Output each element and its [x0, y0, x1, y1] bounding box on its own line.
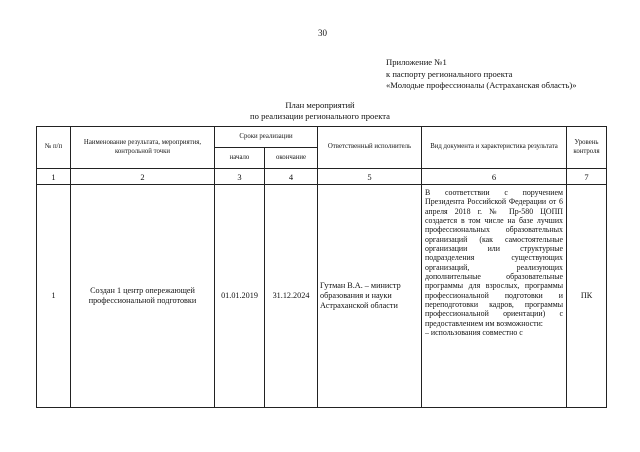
plan-title-line: План мероприятий — [285, 100, 355, 110]
row-responsible: Гутман В.А. – министр образования и науки Астраханской области — [318, 185, 422, 408]
column-number: 6 — [422, 169, 567, 185]
column-number: 1 — [37, 169, 71, 185]
action-plan-table — [36, 126, 607, 408]
row-control-level: ПК — [567, 185, 607, 408]
plan-title — [0, 100, 640, 122]
row-name: Создан 1 центр опережающей профессиональной подготовки — [71, 185, 215, 408]
column-number: 5 — [318, 169, 422, 185]
appendix-line: к паспорту регионального проекта — [386, 68, 513, 79]
header-responsible: Ответственный исполнитель — [318, 127, 422, 169]
header-document: Вид документа и характеристика результата — [422, 127, 567, 169]
row-document — [422, 185, 567, 408]
header-control: Уровень контроля — [567, 127, 607, 169]
row-num: 1 — [37, 185, 71, 408]
appendix-heading — [386, 57, 577, 92]
header-num: № п/п — [37, 127, 71, 169]
table-row — [37, 185, 607, 408]
column-number: 7 — [567, 169, 607, 185]
header-dates-group: Сроки реализации — [215, 127, 318, 148]
appendix-line: Приложение №1 — [386, 57, 447, 67]
column-number-row — [37, 169, 607, 185]
page-number: 30 — [318, 28, 327, 38]
header-name: Наименование результата, мероприятия, контрольной точки — [71, 127, 215, 169]
appendix-line: «Молодые профессионалы (Астраханская область)» — [386, 80, 577, 90]
header-start: начало — [215, 148, 265, 169]
row-document-text: В соответствии с поручением Президента Российской Федерации от 6 апреля 2018 г. № Пр-580 ЦОПП создается в том числе на базе лучших профессиональных образовательных организаций (как самостоятельные организации или структурные подразделения существующих организаций, реализующих дополнительные образовательные программы для взрослых, программы профессиональной подготовки и переподготовки кадров, программы профессиональной ориентации) с предоставлением им возможности: – использования совместно с — [425, 188, 563, 338]
header-end: окончание — [265, 148, 318, 169]
plan-title-line: по реализации регионального проекта — [250, 111, 390, 121]
column-number: 2 — [71, 169, 215, 185]
column-number: 3 — [215, 169, 265, 185]
row-end-date: 31.12.2024 — [265, 185, 318, 408]
row-start-date: 01.01.2019 — [215, 185, 265, 408]
column-number: 4 — [265, 169, 318, 185]
